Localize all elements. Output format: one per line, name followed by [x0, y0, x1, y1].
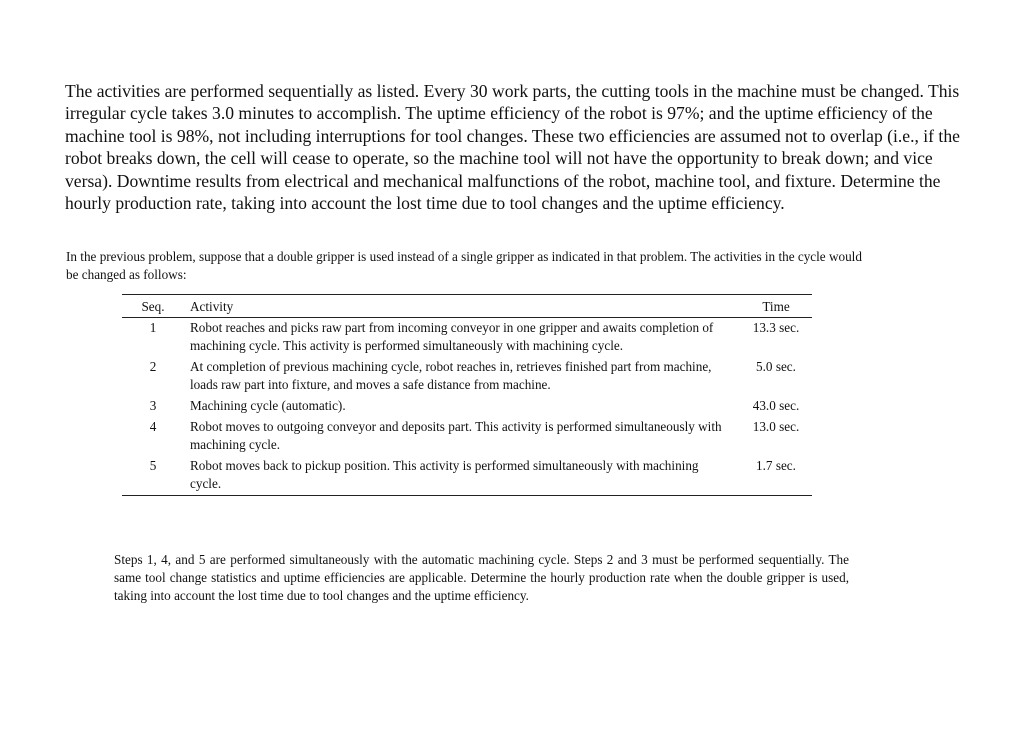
- row-time: 43.0 sec.: [752, 398, 800, 413]
- problem-paragraph: The activities are performed sequentially as listed. Every 30 work parts, the cutting tools in the machine must be changed. This irregular cycle takes 3.0 minutes to accomplish. The uptime efficiency of the robot is 97%; and the uptime efficiency of the machine tool is 98%, not including interruptions for tool changes. These two efficiencies are assumed not to overlap (i.e., if the robot breaks down, the cell will cease to operate, so the machine tool will not have the opportunity to break down; and vice versa). Downtime results from electrical and mechanical malfunctions of the robot, machine tool, and fixture. Determine the hourly production rate, taking into account the lost time due to tool changes and the uptime efficiency.: [65, 81, 960, 214]
- header-seq: Seq.: [122, 295, 190, 318]
- header-time: Time: [740, 295, 812, 318]
- row-seq: 2: [149, 359, 157, 374]
- row-seq: 4: [149, 419, 157, 434]
- table-row: [122, 417, 812, 456]
- header-activity: Activity: [190, 295, 740, 318]
- table-header-row: [122, 295, 812, 318]
- row-time: 13.3 sec.: [752, 320, 800, 335]
- table-row: [122, 318, 812, 358]
- table-row: [122, 357, 812, 396]
- row-activity: At completion of previous machining cycle, robot reaches in, retrieves finished part from machine, loads raw part into fixture, and moves a safe distance from machine.: [190, 359, 712, 392]
- row-activity: Robot moves to outgoing conveyor and deposits part. This activity is performed simultaneously with machining cycle.: [190, 419, 722, 452]
- row-seq: 1: [149, 320, 157, 335]
- row-seq: 5: [122, 456, 190, 496]
- row-time: 1.7 sec.: [740, 456, 812, 496]
- activity-table-container: [122, 294, 812, 496]
- row-activity: Robot moves back to pickup position. This activity is performed simultaneously with machining cycle.: [190, 456, 740, 496]
- table-row: [122, 396, 812, 417]
- activity-table: [122, 294, 812, 496]
- row-seq: 3: [149, 398, 157, 413]
- row-time: 5.0 sec.: [756, 359, 796, 374]
- closing-paragraph: Steps 1, 4, and 5 are performed simultaneously with the automatic machining cycle. Steps 2 and 3 must be performed sequentially. The same tool change statistics and uptime efficiencies are applicable. Determine the hourly production rate when the double gripper is used, taking into account the lost time due to tool changes and the uptime efficiency.: [114, 552, 849, 603]
- table-row: [122, 456, 812, 496]
- row-activity: Machining cycle (automatic).: [190, 398, 346, 413]
- row-time: 13.0 sec.: [752, 419, 800, 434]
- intro-paragraph: In the previous problem, suppose that a double gripper is used instead of a single gripper as indicated in that problem. The activities in the cycle would be changed as follows:: [66, 249, 862, 282]
- row-activity: Robot reaches and picks raw part from incoming conveyor in one gripper and awaits completion of machining cycle. This activity is performed simultaneously with machining cycle.: [190, 320, 714, 353]
